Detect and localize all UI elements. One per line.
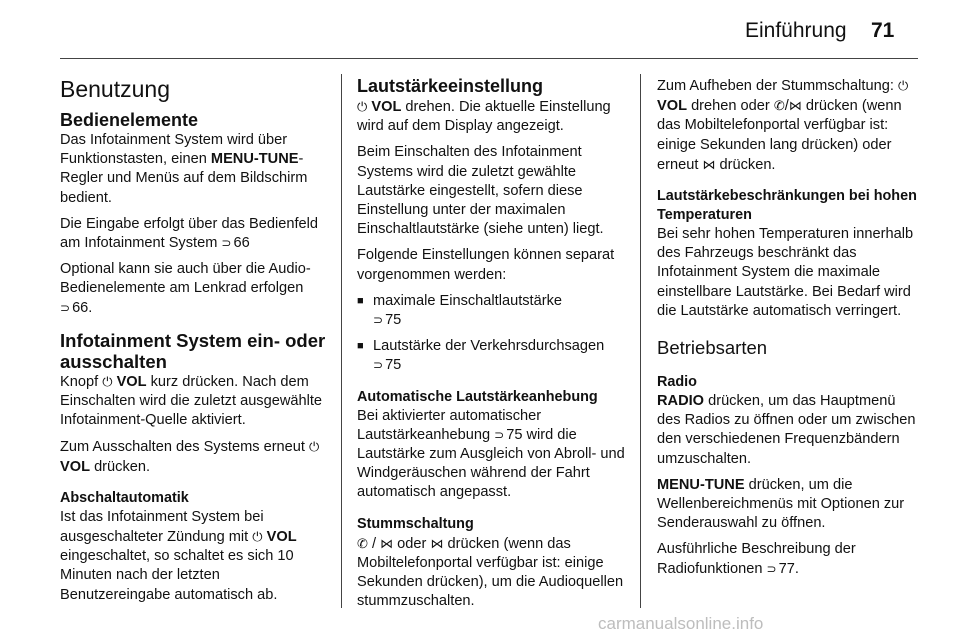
- heading-lautstaerkeeinstellung: Lautstärkeeinstellung: [357, 76, 544, 96]
- menu-tune-label: MENU-TUNE: [210, 151, 299, 168]
- paragraph-input: Die Eingabe erfolgt über das Bedienfeld am Infotainment System ⊃ 66: [60, 215, 318, 252]
- heading-betriebsarten: Betriebsarten: [657, 337, 768, 359]
- phone-icon: ✆: [773, 98, 785, 114]
- page-ref-icon: ⊃: [494, 427, 505, 442]
- heading-bedienelemente: Bedienelemente: [60, 110, 199, 130]
- column-divider-1: [341, 74, 342, 608]
- paragraph-vol3: Folgende Einstellungen können separat vorgenommen werden:: [357, 247, 615, 283]
- page-ref-77[interactable]: 77.: [778, 560, 799, 577]
- list-item: ■ maximale Einschaltlautstärke ⊃ 75: [357, 292, 631, 330]
- page-ref-icon: ⊃: [60, 300, 71, 315]
- bullet-icon: ■: [357, 294, 364, 307]
- page-ref-66b[interactable]: 66.: [72, 299, 93, 316]
- page-ref-icon: ⊃: [373, 313, 384, 328]
- power-icon: ⏻: [309, 439, 320, 455]
- heading-auto-lautstaerke: Automatische Lautstärkeanhebung: [357, 388, 598, 405]
- menu-tune-label: MENU-TUNE: [657, 476, 745, 493]
- power-icon: ⏻: [357, 99, 368, 114]
- mute-icon: ⋈: [702, 156, 716, 172]
- column-1: [60, 76, 332, 612]
- paragraph-off: Zum Ausschalten des Systems erneut ⏻ VOL drücken.: [60, 439, 320, 475]
- page-header-title: Einführung: [745, 19, 847, 42]
- paragraph-auto: Bei aktivierter automatischer Lautstärkeanhebung ⊃ 75 wird die Lautstärke zum Ausgleich von Abroll- und Windgeräuschen während der Fahrt automatisch angepasst.: [357, 407, 625, 501]
- paragraph-vol2: Beim Einschalten des Infotainment Systems wird die zuletzt gewählte Lautstärke eingestellt, sofern diese Einstellung unter der maximalen Einschaltlautstärke (siehe unten) liegt.: [357, 144, 604, 238]
- heading-abschaltautomatik: Abschaltautomatik: [60, 489, 189, 506]
- paragraph-temp: Bei sehr hohen Temperaturen innerhalb des Fahrzeugs beschränkt das Infotainment System die maximale einstellbare Lautstärke. Bei Bedarf wird die Lautstärke automatisch verringert.: [657, 226, 914, 319]
- section-title-benutzung: Benutzung: [60, 76, 170, 102]
- page-ref-75c[interactable]: 75: [506, 426, 523, 443]
- page-number: 71: [871, 19, 895, 42]
- paragraph-detail: Ausführliche Beschreibung der Radiofunktionen ⊃ 77.: [657, 541, 856, 577]
- mute-icon: ⋈: [380, 535, 394, 551]
- paragraph-mute: ✆ / ⋈ oder ⋈ drücken (wenn das Mobiltelefonportal verfügbar ist: einige Sekunden drücken), um die Audioquellen stummzuschalten.: [357, 535, 624, 610]
- heading-temperaturen: Lautstärkebeschränkungen bei hohen Temperaturen: [657, 188, 917, 224]
- column-2: [357, 76, 631, 618]
- vol-label: VOL: [657, 98, 687, 115]
- heading-ein-ausschalten: Infotainment System ein- oder ausschalten: [60, 329, 326, 372]
- paragraph-knob: Knopf ⏻ VOL kurz drücken. Nach dem Einschalten wird die zuletzt ausgewählte Infotainment-Quelle aktiviert.: [60, 373, 323, 429]
- vol-label: VOL: [266, 529, 297, 546]
- vol-label: VOL: [371, 99, 402, 115]
- page-ref-75b[interactable]: 75: [385, 357, 402, 374]
- page-ref-66[interactable]: 66: [233, 235, 250, 252]
- vol-label: VOL: [116, 373, 147, 390]
- paragraph-unmute: Zum Aufheben der Stummschaltung: ⏻ VOL drehen oder ✆/⋈ drücken (wenn das Mobiltelefonportal verfügbar ist: einige Sekunden lang drücken) oder erneut ⋈ drücken.: [657, 78, 909, 173]
- list-item: ■ Lautstärke der Verkehrsdurchsagen ⊃ 75: [357, 337, 631, 375]
- paragraph-menu-tune: MENU-TUNE drücken, um die Wellenbereichmenüs mit Optionen zur Senderauswahl zu öffnen.: [657, 476, 905, 532]
- vol-label: VOL: [60, 458, 90, 475]
- paragraph-autooff: Ist das Infotainment System bei ausgeschalteter Zündung mit ⏻ VOL eingeschaltet, so schaltet es sich 10 Minuten nach der letzten Benutzereingabe automatisch ab.: [60, 508, 297, 603]
- mute-icon: ⋈: [430, 535, 444, 551]
- paragraph-vol: ⏻ VOL drehen. Die aktuelle Einstellung wird auf dem Display angezeigt.: [357, 99, 611, 135]
- header-rule: [60, 58, 918, 59]
- power-icon: ⏻: [102, 373, 113, 389]
- heading-radio: Radio: [657, 374, 697, 391]
- page-ref-icon: ⊃: [766, 561, 777, 576]
- page-ref-icon: ⊃: [373, 358, 384, 373]
- watermark: carmanualsonline.info: [598, 614, 764, 633]
- mute-icon: ⋈: [788, 98, 802, 114]
- page-ref-icon: ⊃: [221, 236, 232, 251]
- power-icon: ⏻: [252, 529, 263, 545]
- page-ref-75a[interactable]: 75: [385, 312, 402, 329]
- power-icon: ⏻: [897, 78, 909, 93]
- paragraph-controls: Das Infotainment System wird über Funktionstasten, einen MENU-TUNE-Regler und Menüs auf dem Bildschirm bedient.: [60, 132, 308, 206]
- column-divider-2: [640, 74, 641, 608]
- radio-button-label: RADIO: [657, 393, 705, 410]
- heading-stummschaltung: Stummschaltung: [357, 515, 474, 532]
- column-3: [657, 76, 921, 586]
- phone-icon: ✆: [357, 535, 368, 551]
- bullet-icon: ■: [357, 340, 364, 353]
- paragraph-optional: Optional kann sie auch über die Audio-Bedienelemente am Lenkrad erfolgen ⊃ 66.: [60, 261, 311, 316]
- paragraph-radio: RADIO drücken, um das Hauptmenü des Radios zu öffnen oder um zwischen den verschiedenen Frequenzbändern umzuschalten.: [657, 393, 916, 467]
